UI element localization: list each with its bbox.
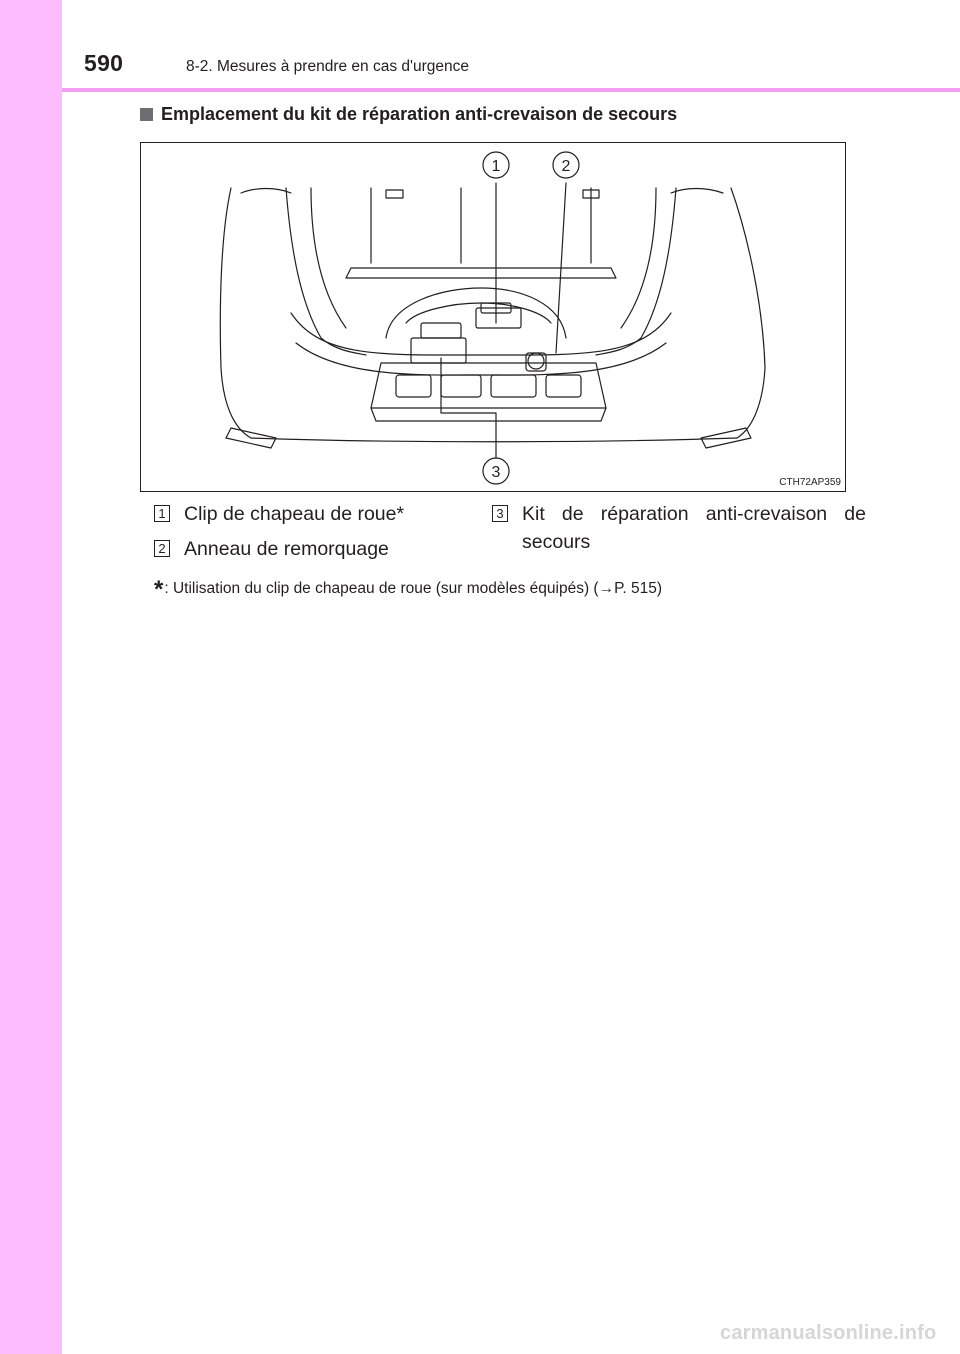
repair-kit-box xyxy=(411,338,466,363)
section-heading xyxy=(140,104,677,125)
callout-label-2: 2 xyxy=(561,158,571,175)
legend-item-3 xyxy=(492,500,866,556)
tool-tray xyxy=(371,363,606,408)
section-title: 8-2. Mesures à prendre en cas d'urgence xyxy=(186,58,469,75)
callout-label-1: 1 xyxy=(491,158,501,175)
legend-item-2 xyxy=(154,535,389,563)
page-number: 590 xyxy=(84,50,124,76)
legend-number: 3 xyxy=(492,505,508,522)
footnote xyxy=(154,572,663,603)
legend-number: 1 xyxy=(154,505,170,522)
callout-label-3: 3 xyxy=(491,464,501,481)
car-body-left xyxy=(220,188,251,438)
trunk-drawing xyxy=(141,143,844,490)
header-rule xyxy=(62,88,960,92)
footnote-text: : Utilisation du clip de chapeau de roue (sur modèles équipés) (→P. 515) xyxy=(164,580,663,597)
figure-code: CTH72AP359 xyxy=(779,477,841,488)
legend-number: 2 xyxy=(154,540,170,557)
legend-text: Kit de réparation anti-crevaison de secours xyxy=(522,503,866,553)
footnote-marker: * xyxy=(154,576,164,603)
right-pillar xyxy=(596,188,676,355)
section-heading-text: Emplacement du kit de réparation anti-crevaison de secours xyxy=(161,104,678,124)
trunk-illustration xyxy=(140,142,846,492)
hubcap-clip xyxy=(476,308,521,328)
watermark: carmanualsonline.info xyxy=(720,1322,937,1344)
bumper-bottom xyxy=(251,438,737,442)
left-pillar xyxy=(286,188,366,355)
legend-item-1 xyxy=(154,500,404,528)
heading-bullet-icon xyxy=(140,108,153,121)
side-color-band xyxy=(0,0,62,1354)
legend-text: Anneau de remorquage xyxy=(184,538,389,560)
legend-text: Clip de chapeau de roue* xyxy=(184,503,405,525)
trunk-opening xyxy=(291,313,671,355)
car-body-right xyxy=(731,188,765,438)
